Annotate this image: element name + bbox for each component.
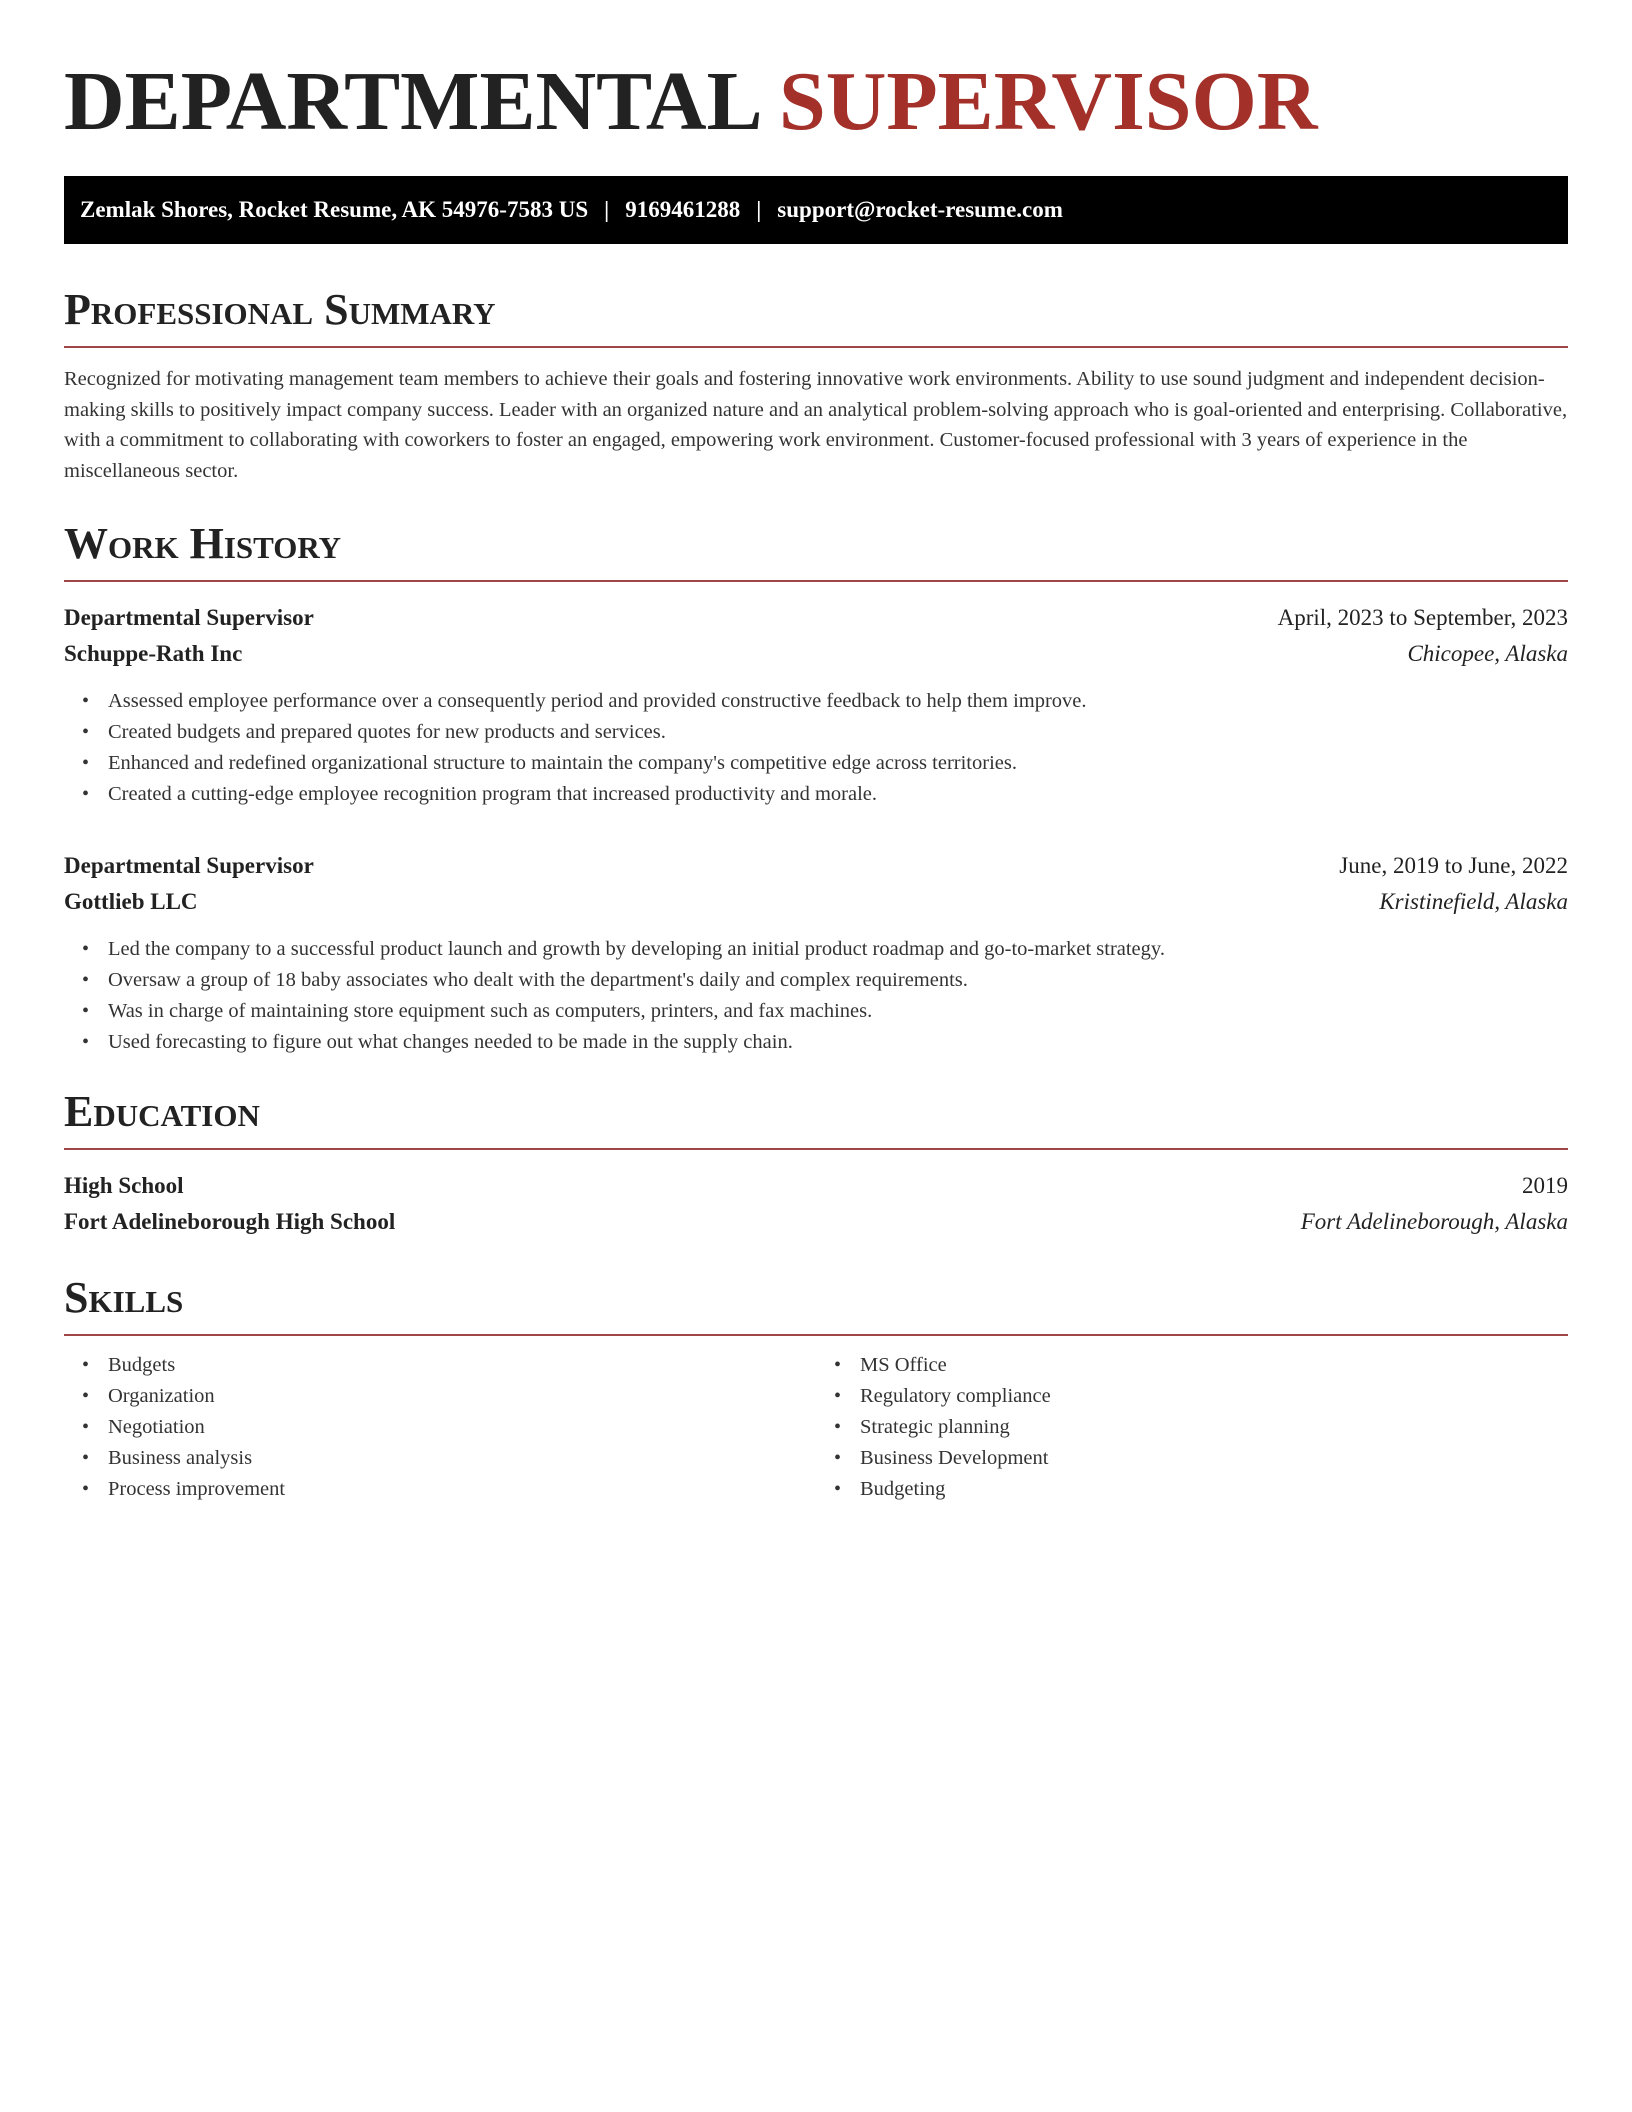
education-degree: High School	[64, 1173, 184, 1198]
skill-text: Business Development	[860, 1447, 1049, 1469]
summary-section	[64, 282, 1568, 486]
skill-text: Negotiation	[108, 1416, 205, 1438]
education-school: Fort Adelineborough High School	[64, 1209, 396, 1234]
list-item	[82, 996, 1568, 1027]
contact-email: support@rocket-resume.com	[777, 197, 1063, 222]
bullet-dot: •	[82, 1031, 90, 1053]
education-section	[64, 1084, 1568, 1240]
job-company-row	[64, 636, 1568, 672]
skill-item	[82, 1381, 816, 1412]
list-item	[82, 748, 1568, 779]
skill-text: Budgeting	[860, 1478, 946, 1500]
skill-item	[834, 1412, 1568, 1443]
skill-item	[82, 1350, 816, 1381]
bullet-dot: •	[82, 1354, 90, 1376]
bullet-dot: •	[82, 1416, 90, 1438]
job-dates: April, 2023 to September, 2023	[1277, 605, 1568, 630]
job-company: Gottlieb LLC	[64, 889, 198, 914]
job-company-row	[64, 884, 1568, 920]
bullet-text: Used forecasting to figure out what changes needed to be made in the supply chain.	[108, 1031, 793, 1053]
contact-separator: |	[604, 197, 610, 222]
skill-text: Business analysis	[108, 1447, 253, 1469]
list-item	[82, 686, 1568, 717]
skill-text: Organization	[108, 1385, 215, 1407]
skills-section	[64, 1270, 1568, 1505]
list-item	[82, 934, 1568, 965]
skill-item	[82, 1443, 816, 1474]
bullet-text: Led the company to a successful product launch and growth by developing an initial product roadmap and go-to-market strategy.	[108, 938, 1165, 960]
job-position: Departmental Supervisor	[64, 605, 314, 630]
summary-text: Recognized for motivating management team members to achieve their goals and fostering innovative work environments. Ability to use sound judgment and independent decision-making skills to positively impact company success. Leader with an organized nature and an analytical problem-solving approach who is goal-oriented and enterprising. Collaborative, with a commitment to collaborating with coworkers to foster an engaged, empowering work environment. Customer-focused professional with 3 years of experience in the miscellaneous sector.	[64, 368, 1568, 482]
resume-name	[64, 52, 1568, 152]
education-school-row	[64, 1204, 1568, 1240]
skill-item	[834, 1350, 1568, 1381]
bullet-text: Oversaw a group of 18 baby associates who dealt with the department's daily and complex requirements.	[108, 969, 968, 991]
job-bullets	[64, 686, 1568, 810]
education-location: Fort Adelineborough, Alaska	[1300, 1209, 1568, 1234]
skill-text: Strategic planning	[860, 1416, 1010, 1438]
bullet-dot: •	[834, 1447, 842, 1469]
contact-address: Zemlak Shores, Rocket Resume, AK 54976-7583 US	[80, 197, 589, 222]
job-bullets	[64, 934, 1568, 1058]
contact-separator: |	[756, 197, 762, 222]
skill-text: MS Office	[860, 1354, 947, 1376]
skill-item	[82, 1412, 816, 1443]
skill-item	[834, 1381, 1568, 1412]
skill-item	[834, 1474, 1568, 1505]
skill-item	[82, 1474, 816, 1505]
skill-text: Process improvement	[108, 1478, 286, 1500]
bullet-dot: •	[834, 1478, 842, 1500]
bullet-text: Assessed employee performance over a consequently period and provided constructive feedback to help them improve.	[108, 690, 1087, 712]
list-item	[82, 779, 1568, 810]
bullet-dot: •	[82, 1000, 90, 1022]
list-item	[82, 717, 1568, 748]
bullet-text: Was in charge of maintaining store equipment such as computers, printers, and fax machines.	[108, 1000, 873, 1022]
job-entry	[64, 848, 1568, 1058]
name-first: DEPARTMENTAL	[64, 55, 758, 148]
skill-text: Regulatory compliance	[860, 1385, 1051, 1407]
job-company: Schuppe-Rath Inc	[64, 641, 243, 666]
section-title-summary: Professional Summary	[64, 282, 1568, 348]
job-location: Kristinefield, Alaska	[1379, 889, 1568, 914]
skills-list-right	[816, 1350, 1568, 1505]
name-last: SUPERVISOR	[778, 55, 1318, 148]
job-header-row	[64, 600, 1568, 636]
job-entry	[64, 600, 1568, 810]
bullet-text: Created a cutting-edge employee recognition program that increased productivity and morale.	[108, 783, 878, 805]
section-title-work-history: Work History	[64, 516, 1568, 582]
job-position: Departmental Supervisor	[64, 853, 314, 878]
contact-phone: 9169461288	[625, 197, 741, 222]
bullet-dot: •	[82, 969, 90, 991]
section-title-education: Education	[64, 1084, 1568, 1150]
work-history-section	[64, 516, 1568, 1058]
bullet-text: Created budgets and prepared quotes for new products and services.	[108, 721, 666, 743]
skills-columns	[64, 1350, 1568, 1505]
skill-text: Budgets	[108, 1354, 176, 1376]
bullet-dot: •	[82, 690, 90, 712]
bullet-dot: •	[82, 1447, 90, 1469]
skills-list-left	[64, 1350, 816, 1505]
skill-item	[834, 1443, 1568, 1474]
job-dates: June, 2019 to June, 2022	[1339, 853, 1568, 878]
bullet-text: Enhanced and redefined organizational structure to maintain the company's competitive edge across territories.	[108, 752, 1017, 774]
bullet-dot: •	[82, 752, 90, 774]
bullet-dot: •	[82, 1385, 90, 1407]
bullet-dot: •	[82, 721, 90, 743]
contact-bar	[64, 176, 1568, 244]
bullet-dot: •	[834, 1416, 842, 1438]
list-item	[82, 965, 1568, 996]
bullet-dot: •	[82, 783, 90, 805]
education-header-row	[64, 1168, 1568, 1204]
education-entry	[64, 1168, 1568, 1240]
education-year: 2019	[1522, 1173, 1568, 1198]
bullet-dot: •	[834, 1385, 842, 1407]
job-location: Chicopee, Alaska	[1407, 641, 1568, 666]
bullet-dot: •	[82, 938, 90, 960]
bullet-dot: •	[834, 1354, 842, 1376]
list-item	[82, 1027, 1568, 1058]
bullet-dot: •	[82, 1478, 90, 1500]
section-title-skills: Skills	[64, 1270, 1568, 1336]
job-header-row	[64, 848, 1568, 884]
